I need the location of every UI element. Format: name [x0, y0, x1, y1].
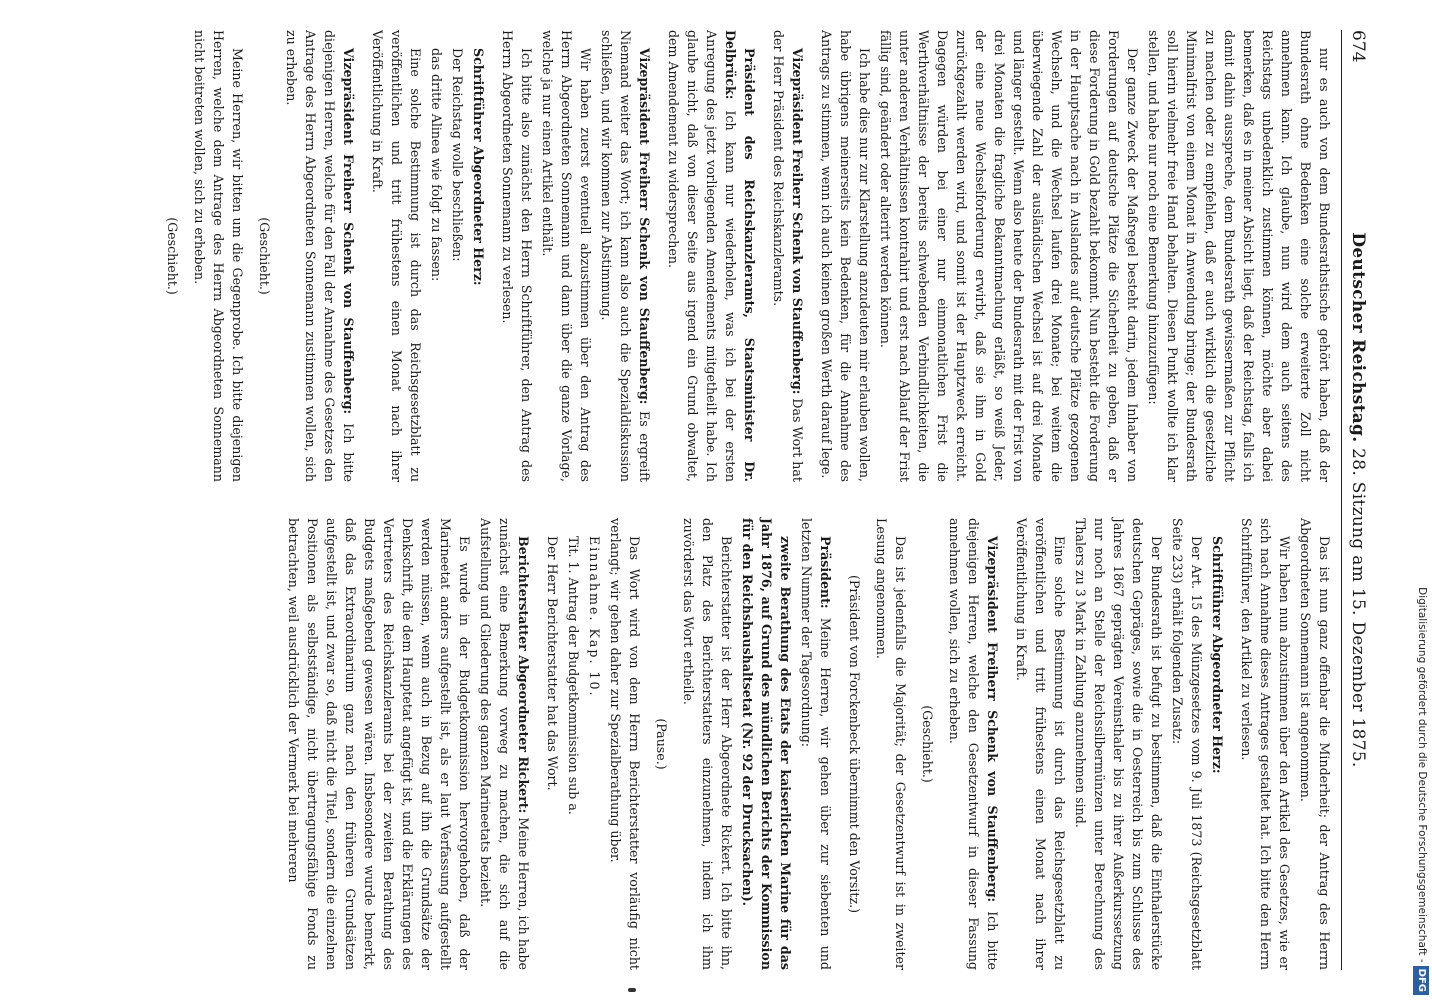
speaker-name: Präsident:: [818, 536, 833, 609]
speech-text: Es ergreift Niemand weiter das Wort; ich kann also auch die Spezialdiskussion schließen, und wir kommen zur Abstimmung.: [599, 30, 652, 482]
speech: [282, 30, 358, 482]
speaker-line: [469, 30, 488, 482]
paragraph: Eine solche Bestimmung ist durch das Reichsgesetzblatt zu veröffentlichen und tritt frühestens einen Monat nach ihrer Veröffentlichung in Kraft.: [370, 30, 423, 482]
paragraph: Wir haben zuerst eventuell abzustimmen über den Antrag des Herrn Abgeordneten Sonnemann und dann über die ganze Vorlage, welche ja nur einen Artikel enthält.: [540, 30, 593, 482]
paragraph: Der Art. 15 des Münzgesetzes vom 9. Juli 1873 (Reichsgesetzblatt Seite 233) erhält folgenden Zusatz:: [1170, 518, 1204, 970]
paragraph: Wir haben nun abzustimmen über den Artikel des Gesetzes, wie er sich nach Annahme dieses Antrages gestaltet hat. Ich bitte den Herrn Schriftführer, den Artikel zu verlesen.: [1239, 518, 1292, 970]
stage-direction: (Geschieht.): [257, 217, 272, 295]
paragraph: Das ist nun ganz offenbar die Minderheit; der Antrag des Herrn Abgeordneten Sonnemann ist angenommen.: [1298, 518, 1332, 970]
speech: [476, 518, 533, 970]
speaker-name: Vizepräsident Freiherr Schenk von Stauffenberg:: [637, 48, 652, 405]
page-title-session: 28. Sitzung am 15. Dezember 1875.: [1348, 448, 1368, 768]
speech-text: Meine Herren, ich habe zunächst eine Bemerkung vorweg zu machen, die sich auf die Aufstellung und Gliederung des ganzen Marineetats bezieht.: [478, 518, 531, 970]
paragraph: das dritte Alinea wie folgt zu fassen:: [429, 48, 444, 282]
speech: [945, 518, 1002, 970]
credit-text: Digitalisierung gefördert durch die Deutsche Forschungsgemeinschaft -: [1416, 587, 1428, 963]
paragraph: Berichterstatter ist der Herr Abgeordnete Rickert. Ich bitte ihn, den Platz des Berichterstatters einzunehmen, indem ich ihm zuvörderst das Wort ertheile.: [681, 518, 734, 970]
dfg-logo: DFG: [1413, 966, 1429, 995]
paragraph: Der Bundesrath ist befugt zu bestimmen, daß die Einthalerstücke deutschen Gepräges, sowie die in Oesterreich bis zum Schlusse des Jahres 1867 geprägten Vereinsthaler bis zu ihrer Außerkurssetzung nur noch an Stelle der Reichssilbermünzen unter Berechnung des Thalers zu 3 Mark in Zahlung anzunehmen sind.: [1073, 518, 1164, 970]
budget-heading: Einnahme. Kap. 10.: [587, 536, 602, 698]
speech-text: Ich kann nur wiederholen, was ich bei der ersten Anregung des jetzt vorliegenden Amendements mitgetheilt habe. Ich glaube nicht, daß von dieser Seite aus irgend ein Grund obwaltet, dem Amendement zu widersprechen.: [666, 30, 738, 482]
page-header: [1341, 30, 1372, 970]
paragraph: Eine solche Bestimmung ist durch das Reichsgesetzblatt zu veröffentlichen und tritt frühestens einen Monat nach ihrer Veröffentlichung in Kraft.: [1014, 518, 1067, 970]
paragraph: Der ganze Zweck der Maßregel besteht darin, jedem Inhaber von Forderungen auf deutsche Plätze die Sicherheit zu geben, daß er diese Forderung in Gold bezahlt bekommt. Nun besteht die Forderung in der Hauptsache nach in Auslandes auf deutsche Plätze gezogenen Wechseln, und die Wechsel laufen drei Monate; bei weitem die überwiegende Zahl der ausländischen Wechsel ist auf drei Monate und länger gestellt. Wenn also heute der Bundesrath mit der Frist von drei Monaten die fragliche Bekanntmachung erläßt, so weiß Jeder, der eine neue Wechselforderung erwirbt, daß sie ihm in Gold zurückgezahlt werden wird, und somit ist der Hauptzweck erreicht. Dagegen würden bei einer nur einmonatlichen Frist die Werthverhältnisse der bereits schwebenden Verbindlichkeiten, die unter anderen Verhältnissen kontrahirt und erst nach Ablauf der Frist fällig sind, geändert oder alterirt werden können.: [878, 30, 1140, 482]
stage-direction: (Pause.): [654, 718, 669, 770]
speaker-line: [1208, 518, 1227, 970]
paragraph: nur es auch von dem Bundesrathstische gehört haben, daß der Bundesrath ohne Bedenken eine solche erweiterte Zoll nicht annehmen kann. Ich glaube, nun wird dem auch seitens des Reichstags unbedenklich zustimmen können, möchte aber dabei bemerken, daß es in meiner Absicht liegt, daß der Reichstag, falls ich damit dahin ausspreche, dem Bundesrath gewissermaßen zur Pflicht zu machen oder zu empfehlen, daß er auch wirklich die gesetzliche Minimalfrist von einem Monat in Anwendung bringe; der Bundesrath soll hierin vielmehr freie Hand behalten. Diesen Punkt wollte ich klar stellen, und habe nur noch eine Bemerkung hinzuzufügen:: [1146, 30, 1332, 482]
speech: [664, 30, 759, 482]
speaker-name: Präsident des Reichskanzleramts, Staatsminister Dr. Delbrück:: [723, 30, 757, 482]
speech: [597, 30, 654, 482]
speech-text: Ich bitte diejenigen Herren, welche den Gesetzentwurf in dieser Fassung annehmen wollen, sich zu erheben.: [947, 518, 1000, 970]
right-column: [282, 518, 1334, 970]
speaker-name: Schriftführer Abgeordneter Herz:: [471, 48, 486, 286]
speaker-name: Vizepräsident Freiherr Schenk von Stauffenberg:: [790, 48, 805, 395]
stage-direction: (Geschieht.): [165, 217, 180, 295]
paragraph: Das ist jedenfalls die Majorität; der Gesetzentwurf ist in zweiter Lesung angenommen.: [874, 518, 908, 970]
paragraph: Der Herr Berichterstatter hat das Wort.: [545, 536, 560, 791]
digitization-credit: [1414, 10, 1430, 995]
page-number: 674: [1348, 30, 1368, 63]
paragraph: Meine Herren, wir bitten um die Gegenprobe. Ich bitte diejenigen Herren, welche dem Antrage des Herrn Abgeordneten Sonnemann nicht beitreten wollen, sich zu erheben.: [192, 30, 245, 482]
speaker-name: Berichterstatter Abgeordneter Rickert:: [516, 536, 531, 814]
agenda-item-text: zweite Berathung des Etats der kaiserlichen Marine für das Jahr 1876, auf Grund des mündlichen Berichts der Kommission für den Reichshaushaltsetat (Nr. 92 der Drucksachen).: [740, 518, 793, 970]
paragraph: Tit. 1. Antrag der Budgetkommission sub a.: [566, 536, 581, 815]
paragraph: Ich bitte also zunächst den Herrn Schriftführer, den Antrag des Herrn Abgeordneten Sonnemann zu verlesen.: [500, 30, 534, 482]
speech-text: Meine Herren, wir gehen über zur siebenten und letzten Nummer der Tagesordnung:: [799, 518, 833, 970]
scan-artifact: [628, 988, 636, 992]
speech: [769, 30, 807, 482]
paragraph: Das Wort wird von dem Herrn Berichterstatter vorläufig nicht verlangt; wir gehen daher zur Spezialberathung über.: [608, 518, 642, 970]
stage-direction: (Geschieht.): [920, 705, 935, 783]
page-title: [1348, 30, 1368, 970]
page-title-main: Deutscher Reichstag.: [1348, 232, 1368, 443]
speaker-name: Vizepräsident Freiherr Schenk von Stauffenberg:: [985, 536, 1000, 903]
paragraph: Ich habe dies nur zur Klarstellung anzudeuten mir erlauben wollen, habe übrigens meinerseits kein Bedenken, für die Annahme des Antrags zu stimmen, wenn ich auch keinen großen Werth darauf lege.: [819, 30, 872, 482]
speaker-name: Vizepräsident Freiherr Schenk von Stauffenberg:: [341, 48, 356, 415]
speech: [797, 518, 835, 970]
left-column: [155, 30, 1334, 482]
stage-direction: (Präsident von Forckenbeck übernimmt den Vorsitz.): [847, 574, 862, 913]
agenda-item: [738, 518, 795, 970]
paragraph: Der Reichstag wolle beschließen:: [450, 48, 465, 262]
paragraph: Es wurde in der Budgetkommission hervorgehoben, daß der Marineetat anders aufgestellt ist, als er laut Verfassung aufgestellt werden müssen, wenn auch in Bezug auf ihn die Grundsätze der Denkschrift, die dem Hauptetat angefügt ist, und die Erklärungen des Vertreters des Reichskanzleramts bei der zweiten Berathung des Budgets maßgebend gewesen wären. Insbesondere wurde bemerkt, daß das Extraordinarium ganz nach den früheren Grundsätzen aufgestellt ist, und zwar so, daß nicht die Titel, sondern die einzelnen Positionen als selbstständige, nicht übertragungsfähige Fonds zu betrachten, weil ausdrücklich der Vermerk bei mehreren: [286, 518, 472, 970]
speech-text: Ich bitte diejenigen Herren, welche für den Fall der Annahme des Gesetzes den Antrage des Herrn Abgeordneten Sonnemann zustimmen wollen, sich zu erheben.: [284, 30, 356, 482]
speaker-name: Schriftführer Abgeordneter Herz:: [1210, 536, 1225, 774]
speech-text: Das Wort hat der Herr Präsident des Reichskanzleramts.: [771, 30, 805, 482]
